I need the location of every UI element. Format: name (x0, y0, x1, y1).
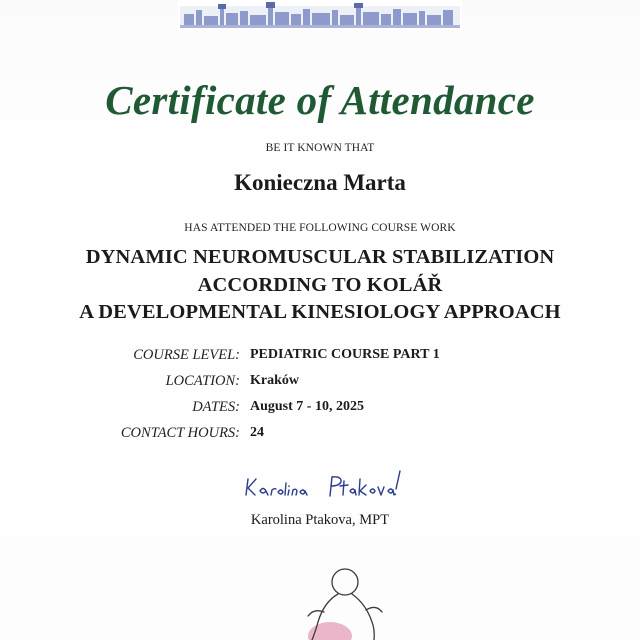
location-value: Kraków (250, 373, 299, 388)
location-label: LOCATION: (165, 373, 240, 389)
city-skyline-illustration-icon (178, 0, 462, 30)
course-level-label: COURSE LEVEL: (133, 347, 240, 363)
course-title-line-3: A DEVELOPMENTAL KINESIOLOGY APPROACH (79, 301, 561, 323)
dates-row (0, 397, 640, 417)
dates-value: August 7 - 10, 2025 (250, 399, 364, 414)
attended-line: HAS ATTENDED THE FOLLOWING COURSE WORK (184, 222, 456, 234)
baby-figure-drawing-icon (290, 560, 400, 640)
signer-name: Karolina Ptakova, MPT (250, 512, 390, 528)
certificate-title: Certificate of Attendance (105, 77, 535, 123)
contact-hours-label: CONTACT HOURS: (120, 425, 240, 441)
course-level-value: PEDIATRIC COURSE PART 1 (250, 347, 440, 362)
course-level-row (0, 345, 640, 365)
location-row (0, 371, 640, 391)
contact-hours-value: 24 (250, 425, 264, 440)
recipient-name: Konieczna Marta (234, 170, 406, 195)
handwritten-signature (240, 465, 410, 503)
course-title-line-1: DYNAMIC NEUROMUSCULAR STABILIZATION (85, 246, 555, 268)
be-it-known-line: BE IT KNOWN THAT (265, 142, 375, 154)
contact-hours-row (0, 423, 640, 443)
course-title-line-2: ACCORDING TO KOLÁŘ (197, 274, 443, 296)
dates-label: DATES: (192, 399, 240, 415)
